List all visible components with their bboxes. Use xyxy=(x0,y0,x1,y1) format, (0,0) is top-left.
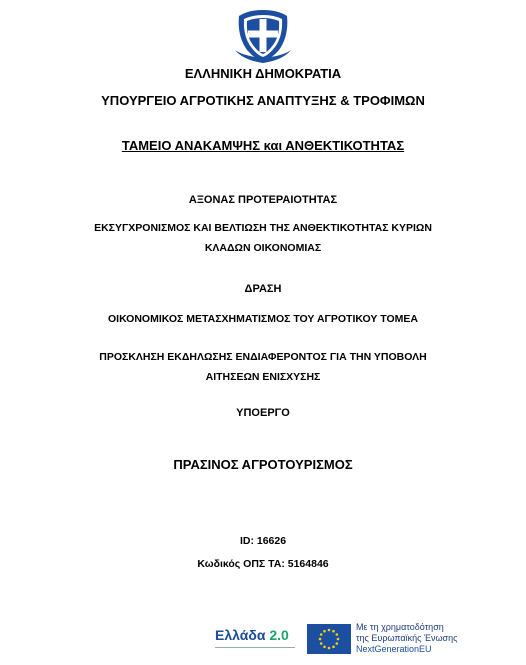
greece-logo-text: Ελλάδα xyxy=(215,627,270,643)
eu-funding-text xyxy=(356,622,516,655)
invitation-line2: ΑΙΤΗΣΕΩΝ ΕΝΙΣΧΥΣΗΣ xyxy=(205,371,321,383)
subproject-label: ΥΠΟΕΡΓΟ xyxy=(236,407,290,419)
eu-funding-line1: Με τη χρηματοδότηση xyxy=(356,622,444,632)
priority-axis-text-line2: ΚΛΑΔΩΝ ΟΙΚΟΝΟΜΙΑΣ xyxy=(204,242,322,254)
invitation-line1: ΠΡΟΣΚΛΗΣΗ ΕΚΔΗΛΩΣΗΣ ΕΝΔΙΑΦΕΡΟΝΤΟΣ ΓΙΑ ΤΗΝ ΥΠΟΒΟΛΗ xyxy=(99,351,427,363)
subproject-title: ΠΡΑΣΙΝΟΣ ΑΓΡΟΤΟΥΡΙΣΜΟΣ xyxy=(173,457,353,472)
priority-axis-label: ΑΞΟΝΑΣ ΠΡΟΤΕΡΑΙΟΤΗΤΑΣ xyxy=(188,194,338,206)
priority-axis-text-line1: ΕΚΣΥΓΧΡΟΝΙΣΜΟΣ ΚΑΙ ΒΕΛΤΙΩΣΗ ΤΗΣ ΑΝΘΕΚΤΙΚΟΤΗΤΑΣ ΚΥΡΙΩΝ xyxy=(94,222,432,234)
action-text: ΟΙΚΟΝΟΜΙΚΟΣ ΜΕΤΑΣΧΗΜΑΤΙΣΜΟΣ ΤΟΥ ΑΓΡΟΤΙΚΟΥ ΤΟΜΕΑ xyxy=(108,313,418,325)
eu-funding-line3: NextGenerationEU xyxy=(356,644,432,654)
project-id: ID: 16626 xyxy=(239,535,287,547)
eu-flag-icon xyxy=(307,624,351,654)
country-name: ΕΛΛΗΝΙΚΗ ΔΗΜΟΚΡΑΤΙΑ xyxy=(184,66,342,81)
action-label: ΔΡΑΣΗ xyxy=(244,283,282,295)
greece-2-0-logo xyxy=(215,623,300,655)
greece-logo-subtitle-icon xyxy=(215,646,300,650)
greek-emblem-icon xyxy=(233,6,293,63)
ministry-name: ΥΠΟΥΡΓΕΙΟ ΑΓΡΟΤΙΚΗΣ ΑΝΑΠΤΥΞΗΣ & ΤΡΟΦΙΜΩΝ xyxy=(101,93,425,108)
greece-logo-number: 2.0 xyxy=(269,627,289,643)
eu-funding-line2: της Ευρωπαϊκής Ένωσης xyxy=(356,633,458,643)
ops-code: Κωδικός ΟΠΣ ΤΑ: 5164846 xyxy=(197,558,329,570)
fund-title: ΤΑΜΕΙΟ ΑΝΑΚΑΜΨΗΣ και ΑΝΘΕΚΤΙΚΟΤΗΤΑΣ xyxy=(121,138,405,153)
